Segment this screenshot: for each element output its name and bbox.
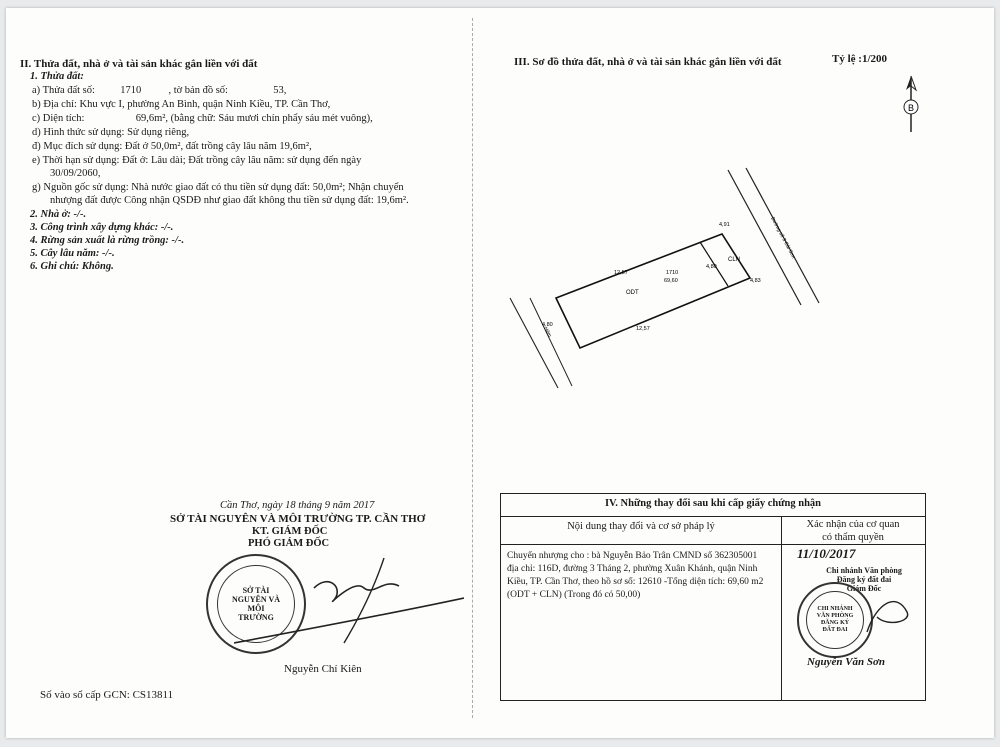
north-label: B [907,103,915,113]
origin-row: g) Nguồn gốc sử dụng: Nhà nước giao đất có thu tiền sử dụng đất: 50,0m²; Nhận chuyển [32,182,404,193]
area-value: 69,6m², (bằng chữ: Sáu mươi chín phẩy sáu mét vuông), [135,113,373,124]
signature-right [857,582,917,642]
fold-line [472,18,473,718]
official-seal-right: CHI NHÁNH VĂN PHÒNG ĐĂNG KÝ ĐẤT ĐAI [797,582,873,658]
address-row: b) Địa chỉ: Khu vực I, phường An Bình, quận Ninh Kiều, TP. Cần Thơ, [32,99,331,110]
north-arrow-icon [896,74,926,136]
usage-purpose-row: đ) Mục đích sử dụng: Đất ở 50,0m², đất trồng cây lâu năm 19,6m², [32,141,312,152]
house-section: 2. Nhà ở: -/-. [30,209,87,220]
edge-top-length: 12,57 [614,270,628,276]
official-seal-left: SỞ TÀI NGUYÊN VÀ MÔI TRƯỜNG [206,554,306,654]
area-label: c) Diện tích: [32,113,85,124]
col-header-confirm: Xác nhận của cơ quan có thẩm quyền [806,519,900,543]
area-row [32,113,373,125]
edge-right-bottom: 4,83 [750,278,761,284]
register-number: Số vào sổ cấp GCN: CS13811 [40,689,174,701]
parcel-number-label: a) Thửa đất số: [32,85,95,96]
certificate-sheet [6,8,994,738]
deputy-director: PHÓ GIÁM ĐỐC [248,538,330,549]
land-type-odt: ODT [626,290,639,296]
road-name-left: Hẻm [542,326,553,339]
issuing-org: SỞ TÀI NGUYÊN VÀ MÔI TRƯỜNG TP. CẦN THƠ [170,513,426,525]
usage-term-row: e) Thời hạn sử dụng: Đất ở: Lâu dài; Đất trồng cây lâu năm: sử dụng đến ngày [32,155,362,166]
perennial-section: 5. Cây lâu năm: -/-. [30,248,115,259]
edge-mid-width: 4,80 [706,264,717,270]
road-name-right: Đường số 3 Cái Sơn [769,216,797,260]
kt-director: KT. GIÁM ĐỐC [252,526,328,537]
change-content: Chuyển nhượng cho : bà Nguyễn Bảo Trân CMND số 362305001 địa chỉ: 116D, đường 3 Tháng 2, phường Xuân Khánh, quận Ninh Kiều, TP. Cần Thơ, theo hồ sơ số: 12610 -Tổng diện tích: 69,60 m2 (ODT + CLN) (Trong đó có 50,00) [507,551,764,600]
map-sheet-number: 53, [273,85,287,96]
section-ii-heading: II. Thửa đất, nhà ở và tài sản khác gắn liền với đất [20,58,258,70]
parcel-number-row [32,85,286,97]
usage-term-date: 30/09/2060, [50,168,101,179]
confirm-office: Chi nhánh Văn phòng Đăng ký đất đai Giám Đốc [826,566,902,593]
edge-bottom-length: 12,57 [636,326,650,332]
edge-right-top: 4,91 [719,222,730,228]
signature-left [234,548,464,658]
parcel-label-area: 69,60 [664,278,678,284]
map-scale: Tỷ lệ :1/200 [832,53,887,65]
forest-section: 4. Rừng sản xuất là rừng trồng: -/-. [30,235,185,246]
origin-row-cont: nhượng đất được Công nhận QSDĐ như giao đất không thu tiền sử dụng đất: 19,6m². [50,195,409,206]
officer-name: Nguyễn Văn Sơn [807,656,886,668]
usage-form-row: d) Hình thức sử dụng: Sử dụng riêng, [32,127,190,138]
land-parcel-subheading: 1. Thửa đất: [30,71,84,82]
map-sheet-label: , tờ bản đồ số: [168,85,228,96]
parcel-map [496,158,836,398]
changes-table [500,493,926,701]
issue-date: Cần Thơ, ngày 18 tháng 9 năm 2017 [220,500,375,511]
changes-table-title: IV. Những thay đổi sau khi cấp giấy chứng nhận [604,498,822,509]
section-iii-heading: III. Sơ đồ thửa đất, nhà ở và tài sản khác gắn liền với đất [514,56,782,68]
col-header-content: Nội dung thay đổi và cơ sở pháp lý [567,521,715,532]
signer-name-left: Nguyễn Chí Kiên [284,663,362,675]
note-section: 6. Ghi chú: Không. [30,261,114,272]
other-works-section: 3. Công trình xây dựng khác: -/-. [30,222,174,233]
confirm-date: 11/10/2017 [797,546,856,561]
parcel-label-number: 1710 [666,270,679,276]
land-type-cln: CLN [728,257,741,263]
edge-left-width: 4,80 [542,322,553,328]
parcel-number: 1710 [120,85,142,96]
